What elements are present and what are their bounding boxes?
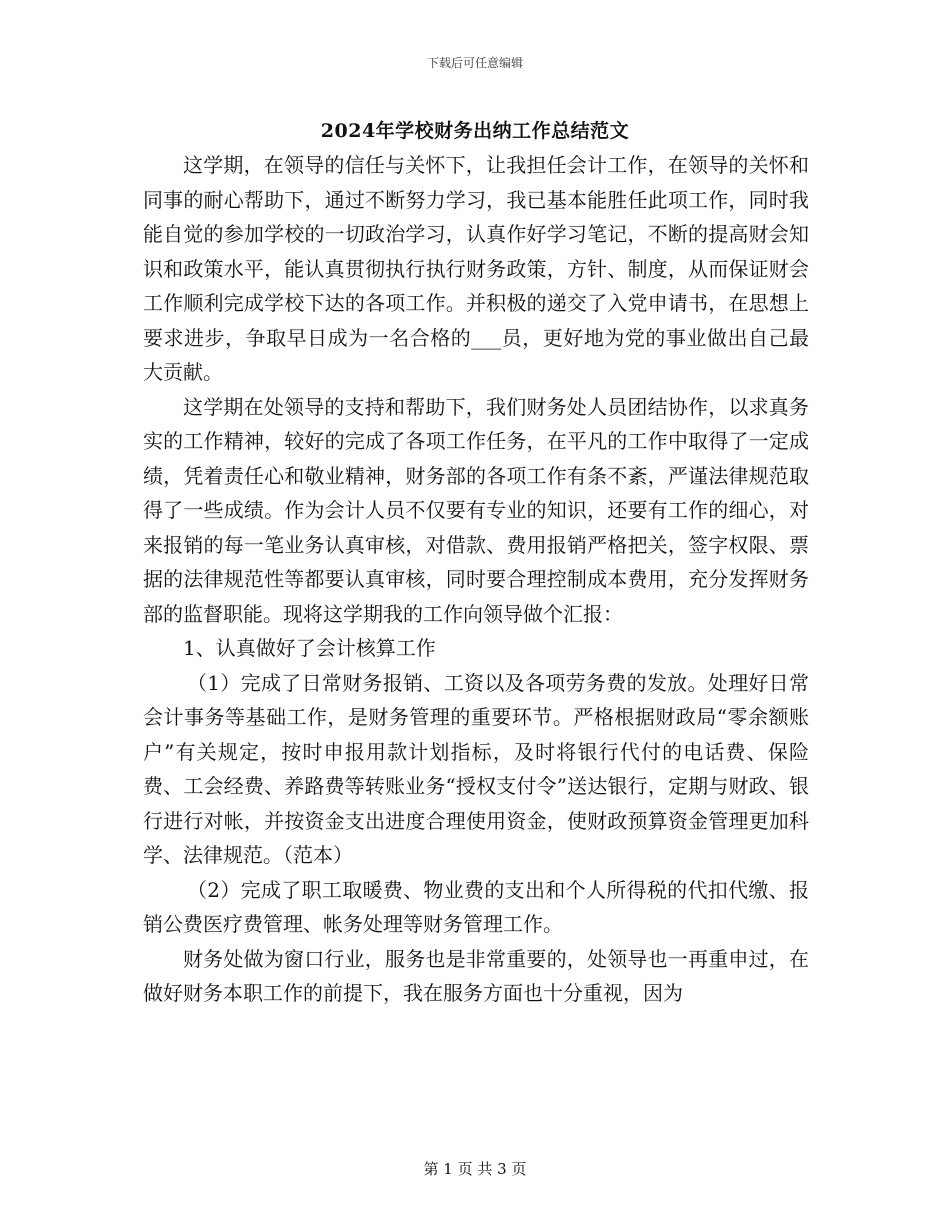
paragraph: 这学期在处领导的支持和帮助下，我们财务处人员团结协作，以求真务实的工作精神，较好的完成了各项工作任务，在平凡的工作中取得了一定成绩，凭着责任心和敬业精神，财务部的各项工作有条不紊，严谨法律规范取得了一些成绩。作为会计人员不仅要有专业的知识，还要有工作的细心，对来报销的每一笔业务认真审核，对借款、费用报销严格把关，签字权限、票据的法律规范性等都要认真审核，同时要合理控制成本费用，充分发挥财务部的监督职能。现将这学期我的工作向领导做个汇报： bbox=[143, 394, 809, 626]
paragraph: （1）完成了日常财务报销、工资以及各项劳务费的发放。处理好日常会计事务等基础工作，是财务管理的重要环节。严格根据财政局“零余额账户”有关规定，按时申报用款计划指标，及时将银行代付的电话费、保险费、工会经费、养路费等转账业务“授权支付令”送达银行，定期与财政、银行进行对帐，并按资金支出进度合理使用资金，使财政预算资金管理更加科学、法律规范。（范本） bbox=[143, 670, 809, 867]
paragraph: 财务处做为窗口行业，服务也是非常重要的，处领导也一再重申过，在做好财务本职工作的前提下，我在服务方面也十分重视，因为 bbox=[143, 946, 809, 1005]
document-body bbox=[143, 148, 809, 1011]
document-title: 2024年学校财务出纳工作总结范文 bbox=[320, 120, 630, 142]
header-note: 下载后可任意编辑 bbox=[426, 56, 523, 70]
paragraph: 这学期，在领导的信任与关怀下，让我担任会计工作，在领导的关怀和同事的耐心帮助下，通过不断努力学习，我已基本能胜任此项工作，同时我能自觉的参加学校的一切政治学习，认真作好学习笔记，不断的提高财会知识和政策水平，能认真贯彻执行执行财务政策，方针、制度，从而保证财会工作顺利完成学校下达的各项工作。并积极的递交了入党申请书，在思想上要求进步，争取早日成为一名合格的___员，更好地为党的事业做出自己最大贡献。 bbox=[143, 153, 809, 384]
paragraph: （2）完成了职工取暖费、物业费的支出和个人所得税的代扣代缴、报销公费医疗费管理、帐务处理等财务管理工作。 bbox=[143, 877, 809, 936]
page-number: 第 1 页 共 3 页 bbox=[423, 1160, 527, 1178]
section-heading: 1、认真做好了会计核算工作 bbox=[183, 636, 436, 660]
